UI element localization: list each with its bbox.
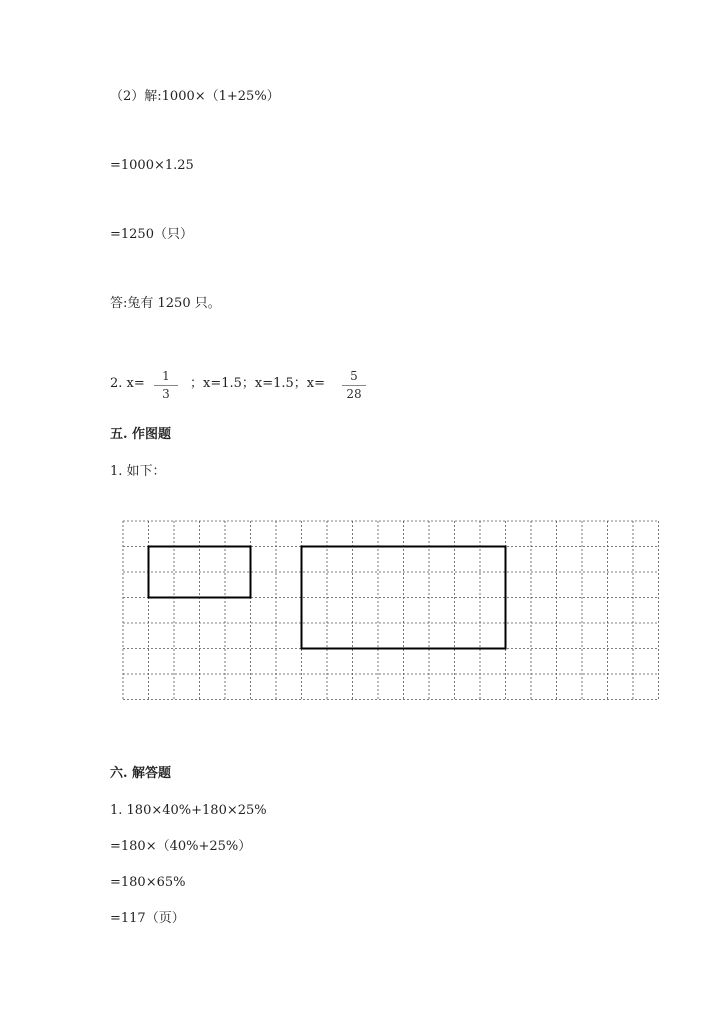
fraction-one-third: [154, 370, 178, 400]
drawing-grid: [122, 520, 664, 726]
section-6-step-3: =180×65%: [110, 875, 186, 890]
fraction-five-twentyeighths: [342, 370, 366, 400]
section-6-step-2: =180×（40%+25%）: [110, 839, 252, 854]
fraction-denominator: 3: [162, 387, 170, 401]
grid-svg: [122, 520, 664, 722]
solution-step-3: =1250（只）: [110, 227, 193, 242]
question2-middle: ；x=1.5；x=1.5；x=: [190, 376, 326, 391]
question2-prefix: 2. x=: [110, 376, 145, 391]
section-6-title: 六. 解答题: [110, 766, 172, 781]
fraction-bar: [154, 385, 178, 386]
fraction-numerator: 5: [350, 369, 358, 383]
fraction-bar: [342, 385, 366, 386]
section-6-step-4: =117（页）: [110, 911, 185, 926]
fraction-numerator: 1: [162, 369, 170, 383]
solution-step-2: =1000×1.25: [110, 158, 194, 173]
fraction-denominator: 28: [346, 387, 362, 401]
section-5-title: 五. 作图题: [110, 427, 172, 442]
solution-answer: 答:兔有 1250 只。: [110, 296, 221, 311]
section-5-item-1: 1. 如下：: [110, 464, 166, 479]
solution-step-1: （2）解:1000×（1+25%）: [110, 89, 280, 104]
section-6-step-1: 1. 180×40%+180×25%: [110, 803, 267, 818]
